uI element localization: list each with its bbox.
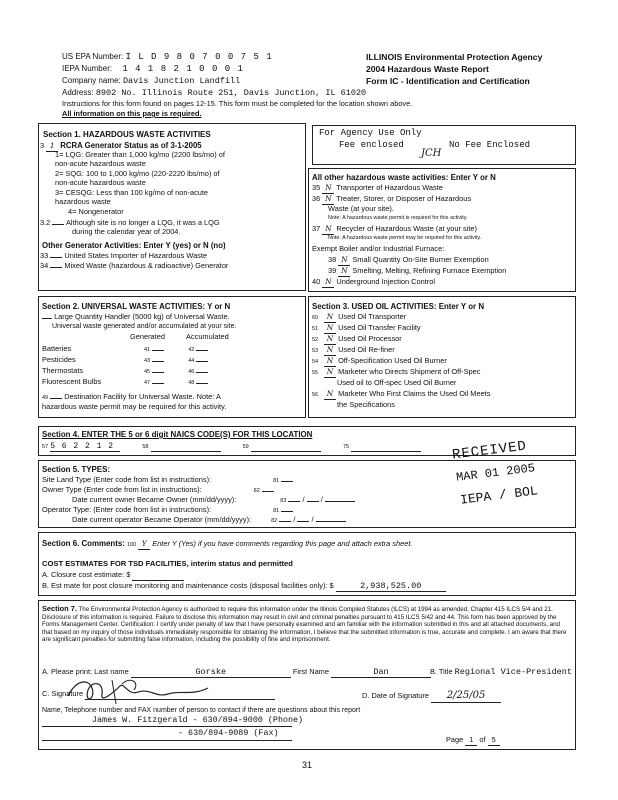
fee-enclosed-label: Fee enclosed [339, 140, 404, 150]
agency-use-title: For Agency Use Only [319, 128, 422, 138]
option-cesqg-desc: hazardous waste [55, 197, 111, 206]
universal-row: Pesticides 43 44 [42, 356, 208, 365]
injection-line: 40 N Underground Injection Control [312, 277, 435, 286]
operator-date-line: Date current operator Became Operator (mm/dd/yyyy): 82 / / [72, 516, 346, 525]
importer-line: 33 United States Importer of Hazardous Waste [40, 251, 208, 260]
agency-title: ILLINOIS Environmental Protection Agency [366, 52, 543, 62]
naics-codes: 57 5 6 2 2 1 2 58 59 75 [42, 442, 421, 452]
destination-line: 49 Destination Facility for Universal Waste. Note: A [42, 392, 221, 401]
owner-date-line: Date current owner Became Owner (mm/dd/yyyy): 83 / / [72, 496, 355, 505]
universal-note: Universal waste generated and/or accumulated at your site. [52, 323, 237, 330]
contact-fax: - 630/894-9089 (Fax) [178, 728, 279, 738]
usepa-label: US EPA Number: [62, 52, 124, 61]
contact-rule [42, 740, 292, 741]
recycler-line: 37 N Recycler of Hazardous Waste (at your site) [312, 224, 477, 233]
received-stamp: RECEIVED [451, 438, 528, 464]
post-closure-line: B. Est mate for post closure monitoring and maintenance costs (disposal facilities only): $ 2,938,525.00 [42, 581, 446, 592]
instructions-text: Instructions for this form found on pages 12-15. This form must be completed for the location shown above. [62, 99, 413, 108]
destination-desc: hazardous waste permit may be required for this activity. [42, 402, 227, 411]
used-oil-row: 56 N Marketer Who First Claims the Used Oil Meets [312, 389, 491, 398]
contact-phone: James W. Fitzgerald - 630/894-9000 (Phone) [92, 715, 304, 725]
other-activities-title: All other hazardous waste activities: Enter Y or N [312, 173, 496, 182]
received-office: IEPA / BOL [459, 483, 539, 508]
comments-value: Y [138, 540, 150, 550]
option-cesqg: 3= CESQG: Less than 100 kg/mo of non-acute [55, 188, 209, 197]
report-title: 2004 Hazardous Waste Report [366, 64, 489, 74]
first-name-value: Dan [331, 667, 431, 678]
naics-code-1: 5 6 2 2 1 2 [50, 442, 120, 452]
smelting-line: 39 N Smelting, Melting, Refining Furnace Exemption [328, 266, 507, 275]
used-oil-row: 53 N Used Oil Re-finer [312, 345, 395, 354]
large-handler-line: Large Quantity Handler (5000 kg) of Universal Waste. [42, 313, 230, 322]
section-2-title: Section 2. UNIVERSAL WASTE ACTIVITIES: Y or N [42, 302, 231, 311]
certification-text: Section 7. The Environmental Protection Agency is authorized to require this information under the Illinois Compiled Statutes (ILCS) at 1994 as amended, Chapter 415 ILCS 5/4 and 21. Disclosure of this information is required. Failure to disclose this information may result in civil and criminal penalties pursuant to 415 ILCS 5/42 and 44. This form has been approved by the Forms Management Center. Certification: I certify under penalty of law that I have personally examined and am familiar with the information submitted in this and all attached documents, and that based on my inquiry of those individuals immediately responsible for obtaining the information, I believe that the submitted information is true, accurate and complete. I am aware that there are significant penalties for submitting false information, including the possibility of fine and imprisonment. [42, 604, 567, 644]
option-lqg: 1= LQG: Greater than 1,000 kg/mo (2200 lbs/mo) of [55, 150, 225, 159]
address-line [62, 88, 366, 98]
sig-date-line: D. Date of Signature 2/25/05 [362, 690, 501, 703]
section-4-title: Section 4. ENTER THE 5 or 6 digit NAICS CODE(S) FOR THIS LOCATION [42, 430, 313, 439]
usepa-line [62, 52, 273, 63]
operator-type-line: Operator Type: (Enter code from list in instructions): 81 [42, 506, 293, 515]
option-lqg-desc: non-acute hazardous waste [55, 159, 146, 168]
section-5-title: Section 5. TYPES: [42, 465, 110, 474]
owner-type-line: Owner Type (Enter code from list in instructions): 82 [42, 486, 274, 495]
tsd-line: 36 N Treater, Storer, or Disposer of Hazardous [312, 194, 472, 203]
usepa-value: I L D 9 8 0 7 0 0 7 5 1 [125, 52, 273, 62]
cost-title: COST ESTIMATES FOR TSD FACILITIES, interim status and permitted [42, 559, 293, 568]
used-oil-row: 54 N Off-Specification Used Oil Burner [312, 356, 447, 365]
site-land-line: Site Land Type (Enter code from list in instructions): 81 [42, 476, 293, 485]
other-generator-title: Other Generator Activities: Enter Y (yes) or N (no) [42, 241, 226, 250]
section-1-title: Section 1. HAZARDOUS WASTE ACTIVITIES [43, 130, 211, 139]
section-3-title: Section 3. USED OIL ACTIVITIES: Enter Y or N [312, 302, 485, 311]
lqg-history-line: 3.2 Although site is no longer a LQG, it was a LQG [40, 218, 220, 227]
generator-status-value: 1 [46, 142, 58, 152]
company-label: Company name: [62, 76, 121, 85]
universal-row: Fluorescent Bulbs 47 48 [42, 378, 208, 387]
last-name-value: Gorske [131, 667, 291, 678]
title-value: Regional Vice-President [454, 667, 572, 677]
page-count: Page 1 of 5 [446, 736, 500, 746]
tsd-note: Note: A hazardous waste permit is required for this activity. [328, 215, 468, 221]
iepa-label: IEPA Number: [62, 64, 113, 73]
contact-label: Name, Telephone number and FAX number of person to contact if there are questions about this report [42, 707, 361, 714]
iepa-line [62, 64, 244, 75]
col-generated: Generated [130, 332, 165, 341]
agency-use-box [312, 125, 576, 165]
page-number: 31 [302, 760, 313, 770]
form-title: Form IC - Identification and Certification [366, 76, 530, 86]
sig-date-value: 2/25/05 [431, 690, 501, 703]
iepa-value: 1 4 1 8 2 1 0 0 0 1 [122, 64, 244, 74]
company-line [62, 76, 240, 86]
used-oil-row: 52 N Used Oil Processor [312, 334, 402, 343]
title-line: B. Title Regional Vice-President [430, 667, 572, 677]
required-note: All information on this page is required. [62, 109, 202, 118]
address-label: Address: [62, 88, 94, 97]
used-oil-row: Used oil to Off-spec Used Oil Burner [337, 378, 457, 387]
received-date: MAR 01 2005 [455, 461, 536, 485]
company-value: Davis Junction Landfill [122, 76, 241, 86]
option-sqg-desc: non-acute hazardous waste [55, 178, 146, 187]
universal-row: Thermostats 45 46 [42, 367, 208, 376]
used-oil-row: 51 N Used Oil Transfer Facility [312, 323, 421, 332]
recycler-note: Note: A hazardous waste permit may be required for this activity. [328, 235, 482, 241]
option-sqg: 2= SQG: 100 to 1,000 kg/mo (220-2220 lbs/mo) of [55, 169, 220, 178]
used-oil-row: the Specifications [337, 400, 395, 409]
boiler-title: Exempt Boiler and/or Industrial Furnace: [312, 244, 445, 253]
col-accumulated: Accumulated [186, 332, 229, 341]
used-oil-row: 55 N Marketer who Directs Shipment of Off-Spec [312, 367, 481, 376]
post-closure-value: 2,938,525.00 [336, 581, 446, 592]
option-nongenerator: 4= Nongenerator [68, 207, 124, 216]
agency-initials: JCH [421, 148, 442, 159]
transporter-line: 35 N Transporter of Hazardous Waste [312, 183, 443, 192]
signature-line: C. Signature [42, 690, 275, 700]
contact-rule [42, 726, 292, 727]
universal-row: Batteries 41 42 [42, 345, 208, 354]
no-fee-label: No Fee Enclosed [449, 140, 531, 150]
name-line: A. Please print: Last name Gorske First Name Dan [42, 667, 431, 678]
tsd-desc: Waste (at your site). [328, 204, 394, 213]
closure-cost-line: A. Closure cost estimate: $ [42, 571, 184, 581]
used-oil-row: 60 N Used Oil Transporter [312, 312, 407, 321]
address-value: 8902 No. Illinois Route 251, Davis Junction, IL 61020 [95, 88, 367, 98]
comments-line: Section 6. Comments: 100 Y Enter Y (Yes) if you have comments regarding this page and attach extra sheet. [42, 539, 413, 548]
mixed-waste-line: 34 Mixed Waste (hazardous & radioactive) Generator [40, 261, 229, 270]
small-burner-line: 38 N Small Quantity On-Site Burner Exemption [328, 255, 489, 264]
lqg-history-desc: during the calendar year of 2004. [72, 227, 181, 236]
generator-status-line: 3 1 RCRA Generator Status as of 3-1-2005 [40, 141, 202, 150]
